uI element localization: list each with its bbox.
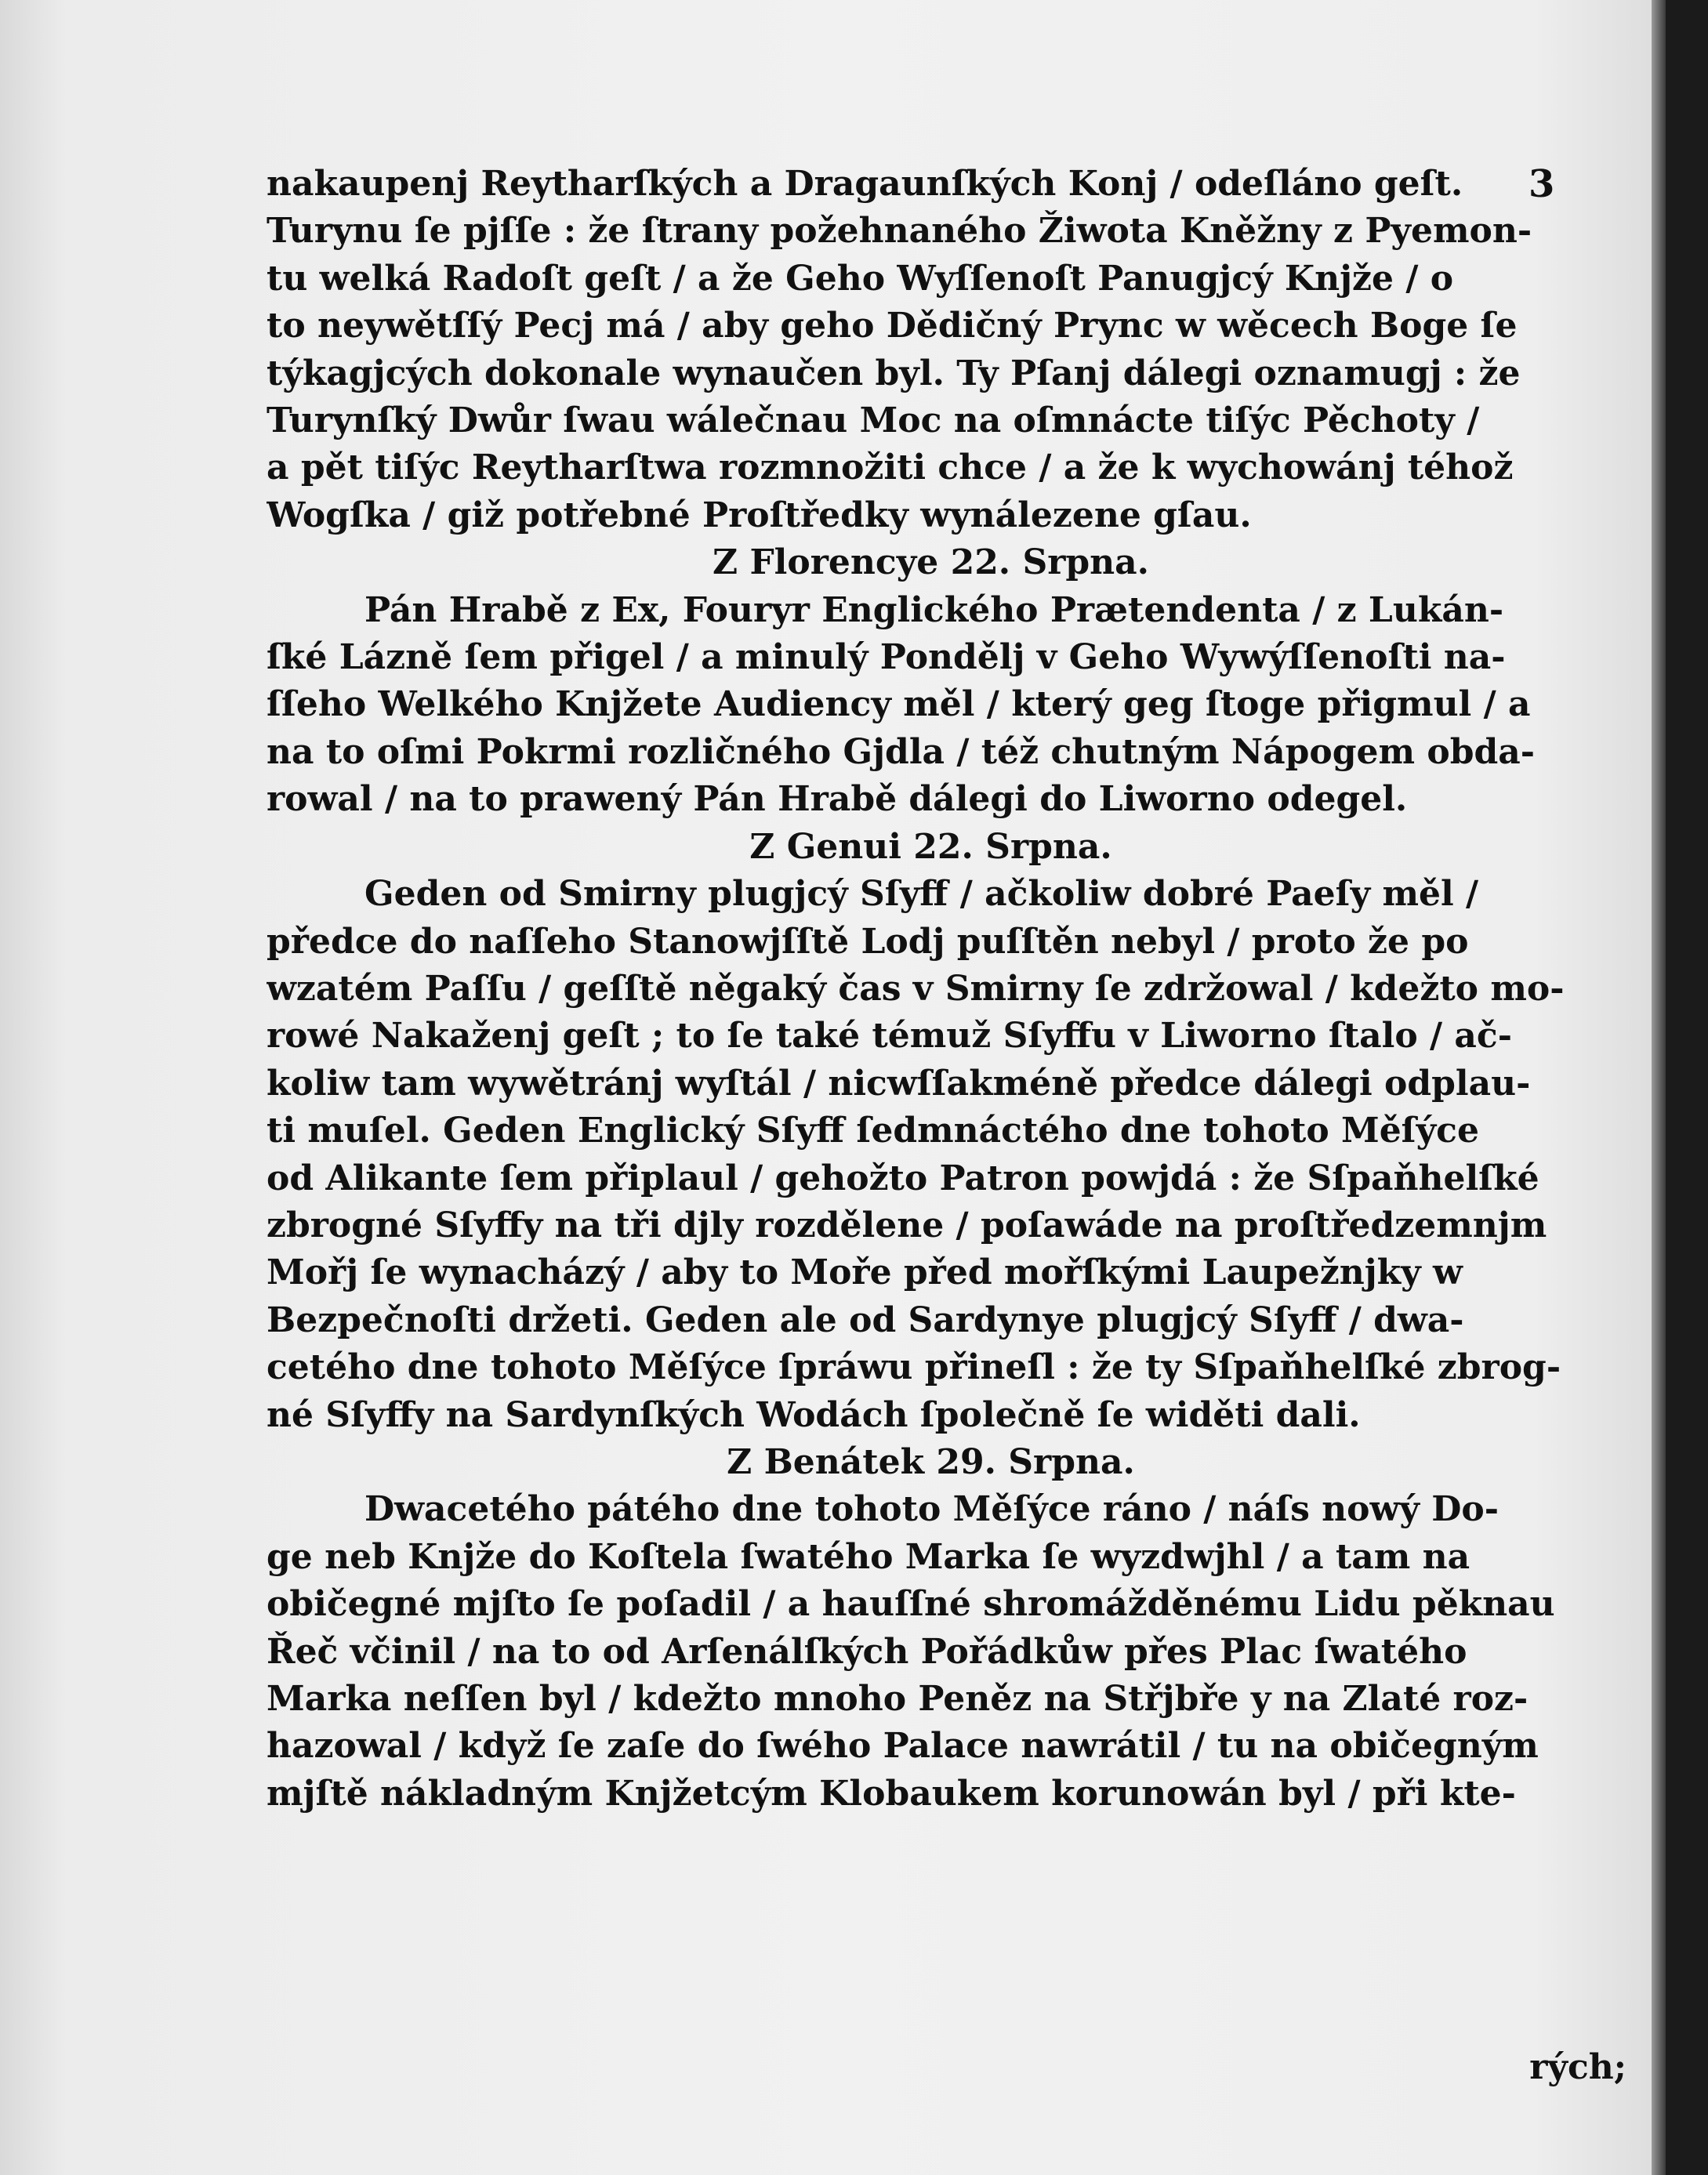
text-line: Řeč včinil / na to od Arſenálſkých Pořádkůw přes Plac ſwatého [267,1631,1467,1672]
text-line: ſſeho Welkého Knjžete Audiency měl / který geg ſtoge přigmul / a [267,684,1531,725]
text-line: wzatém Paſſu / geſſtě něgaký čas v Smirny ſe zdržowal / kdežto mo- [267,968,1565,1009]
text-line: a pět tiſýc Reytharſtwa rozmnožiti chce / a že k wychowánj téhož [267,448,1514,488]
paragraph-first-line: Geden od Smirny plugjcý Sſyff / ačkoliw dobré Paeſy měl / [364,874,1479,915]
text-line: rowal / na to prawený Pán Hrabě dálegi do Liworno odegel. [267,779,1408,820]
text-line: tu welká Radoſt geſt / a že Geho Wyſſenoſt Panugjcý Knjže / o [267,258,1454,299]
catchword: rých; [1529,2047,1626,2087]
paragraph-first-line: Pán Hrabě z Ex, Fouryr Englického Prætendenta / z Lukán- [364,589,1504,630]
text-line: cetého dne tohoto Měſýce ſpráwu přineſl : že ty Sſpaňhelſké zbrog- [267,1347,1561,1388]
text-line: običegné mjſto ſe poſadil / a hauſſné shromážděnému Lidu pěknau [267,1584,1555,1625]
text-line: ge neb Knjže do Koſtela ſwatého Marka ſe wyzdwjhl / a tam na [267,1536,1470,1577]
text-line: zbrogné Sſyffy na tři djly rozdělene / poſawáde na proſtředzemnjm [267,1205,1547,1245]
text-line: Bezpečnoſti držeti. Geden ale od Sardynye plugjcý Sſyff / dwa- [267,1300,1464,1340]
text-line: ti muſel. Geden Englický Sſyff ſedmnáctého dne tohoto Měſýce [267,1111,1479,1151]
dateline-heading: Z Benátek 29. Srpna. [727,1441,1135,1482]
text-line: od Alikante ſem připlaul / gehožto Patron powjdá : že Sſpaňhelſké [267,1158,1539,1198]
dateline-heading: Z Florencye 22. Srpna. [713,542,1149,583]
text-line: ſké Lázně ſem přigel / a minulý Pondělj v Geho Wywýſſenoſti na- [267,637,1506,678]
text-line: né Sſyffy na Sardynſkých Wodách ſpolečně ſe widěti dali. [267,1394,1361,1435]
text-line: koliw tam wywětránj wyſtál / nicwſſakméně předce dálegi odplau- [267,1063,1531,1104]
dateline-heading: Z Genui 22. Srpna. [749,826,1112,867]
text-line: mjſtě nákladným Knjžetcým Klobaukem korunowán byl / při kte- [267,1773,1516,1814]
text-line: Turynu ſe pjſſe : že ſtrany požehnaného Žiwota Kněžny z Pyemon- [267,211,1532,252]
page-edge-shadow [1652,0,1666,2175]
text-line: rowé Nakaženj geſt ; to ſe také témuž Sſyffu v Liworno ſtalo / ač- [267,1016,1512,1057]
text-line: to neywětſſý Pecj má / aby geho Dědičný Prync w wěcech Boge ſe [267,306,1518,346]
text-line: hazowal / když ſe zaſe do ſwého Palace nawrátil / tu na običegným [267,1726,1539,1767]
text-line: nakaupenj Reytharſkých a Dragaunſkých Konj / odeſláno geſt. [267,164,1463,204]
text-line: předce do naſſeho Stanowjſſtě Lodj puſſtěn nebyl / proto že po [267,921,1469,962]
text-line: týkagjcých dokonale wynaučen byl. Ty Pſanj dálegi oznamugj : že [267,353,1521,393]
text-line: na to oſmi Pokrmi rozličného Gjdla / též chutným Nápogem obda- [267,731,1536,772]
text-line: Turynſký Dwůr ſwau wálečnau Moc na oſmnácte tiſýc Pěchoty / [267,401,1480,441]
page-number: 3 [1528,162,1555,206]
paragraph-first-line: Dwacetého pátého dne tohoto Měſýce ráno / náſs nowý Do- [364,1489,1499,1530]
body-text [267,161,1626,1818]
text-line: Marka neſſen byl / kdežto mnoho Peněz na Střjbře y na Zlaté roz- [267,1679,1528,1719]
text-line: Wogſka / giž potřebné Proſtředky wynálezene gſau. [267,495,1252,535]
text-line: Mořj ſe wynacházý / aby to Moře před mořſkými Laupežnjky w [267,1252,1463,1293]
